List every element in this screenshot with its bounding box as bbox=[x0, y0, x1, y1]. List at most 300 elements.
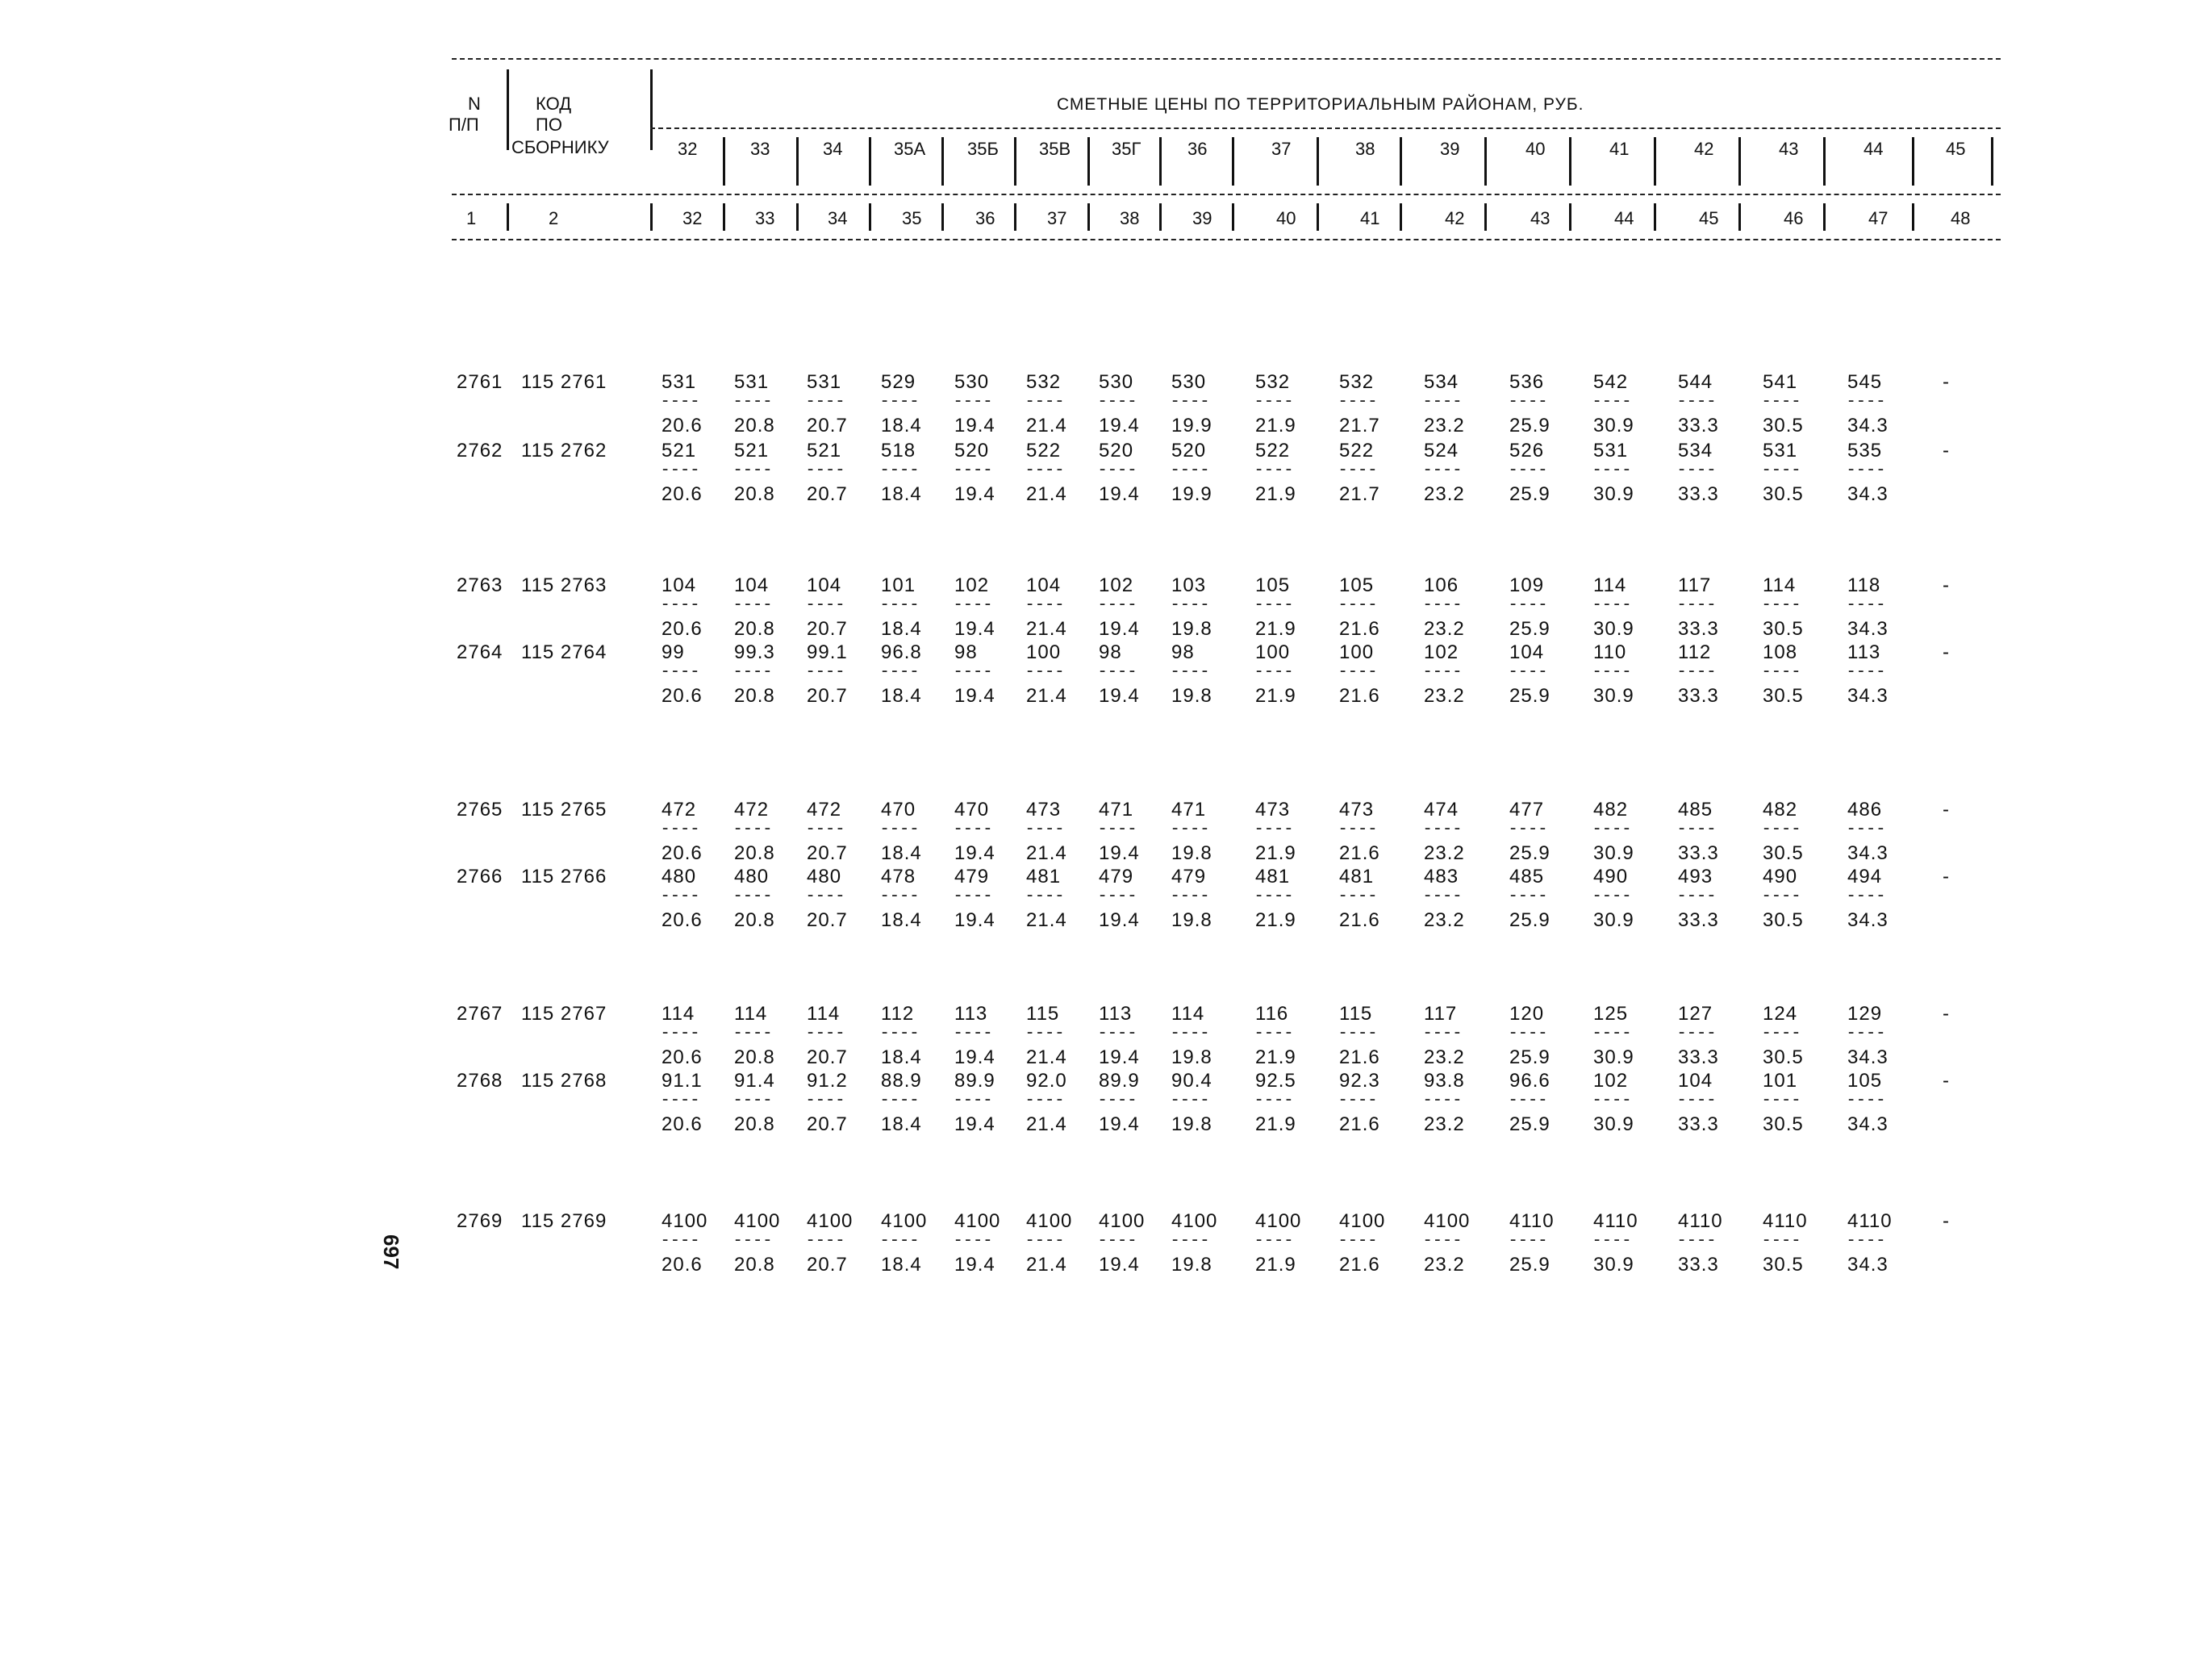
numbering-divider bbox=[1087, 203, 1090, 231]
index-cell: 33.3 bbox=[1678, 1113, 1719, 1135]
index-cell: 34.3 bbox=[1847, 842, 1889, 864]
row-last-cell: - bbox=[1943, 866, 1950, 887]
row-code: 115 2768 bbox=[521, 1070, 607, 1092]
row-last-cell: - bbox=[1943, 371, 1950, 393]
district-divider bbox=[1823, 137, 1826, 186]
fraction-bar: ---- bbox=[660, 1089, 699, 1109]
price-cell: 114 bbox=[734, 1003, 768, 1025]
price-cell: 106 bbox=[1424, 574, 1459, 596]
fraction-bar: ---- bbox=[732, 661, 772, 681]
district-header-cell: 37 bbox=[1271, 139, 1292, 159]
price-cell: 104 bbox=[1678, 1070, 1713, 1092]
price-cell: 89.9 bbox=[954, 1070, 995, 1092]
index-cell: 19.8 bbox=[1171, 1046, 1212, 1068]
index-cell: 21.4 bbox=[1026, 415, 1067, 436]
fraction-bar: ---- bbox=[805, 885, 845, 905]
fraction-bar: ---- bbox=[1170, 818, 1209, 838]
index-cell: 23.2 bbox=[1424, 685, 1465, 707]
index-cell: 21.4 bbox=[1026, 685, 1067, 707]
index-cell: 21.9 bbox=[1255, 483, 1296, 505]
index-cell: 19.4 bbox=[1099, 618, 1140, 640]
fraction-bar: ---- bbox=[1025, 1089, 1064, 1109]
index-cell: 30.5 bbox=[1763, 1046, 1804, 1068]
index-cell: 20.7 bbox=[807, 415, 848, 436]
price-cell: 114 bbox=[1763, 574, 1797, 596]
index-cell: 19.8 bbox=[1171, 685, 1212, 707]
index-cell: 19.9 bbox=[1171, 483, 1212, 505]
fraction-bar: ---- bbox=[1338, 885, 1377, 905]
index-cell: 30.5 bbox=[1763, 909, 1804, 931]
index-cell: 21.9 bbox=[1255, 1046, 1296, 1068]
fraction-bar: ---- bbox=[1254, 1230, 1293, 1250]
index-cell: 30.5 bbox=[1763, 415, 1804, 436]
district-header-cell: 35А bbox=[894, 139, 926, 159]
fraction-bar: ---- bbox=[1676, 459, 1716, 479]
district-header-cell: 43 bbox=[1779, 139, 1799, 159]
index-cell: 21.6 bbox=[1339, 1254, 1380, 1276]
index-cell: 19.4 bbox=[1099, 1046, 1140, 1068]
fraction-bar: ---- bbox=[1761, 1022, 1801, 1042]
price-cell: 480 bbox=[807, 866, 842, 887]
index-cell: 20.8 bbox=[734, 1254, 775, 1276]
fraction-bar: ---- bbox=[1097, 594, 1137, 614]
row-last-cell: - bbox=[1943, 1003, 1950, 1025]
fraction-bar: ---- bbox=[660, 885, 699, 905]
index-cell: 21.4 bbox=[1026, 483, 1067, 505]
district-header-cell: 38 bbox=[1355, 139, 1375, 159]
price-cell: 125 bbox=[1593, 1003, 1629, 1025]
price-cell: 521 bbox=[734, 440, 770, 461]
fraction-bar: ---- bbox=[1846, 1230, 1885, 1250]
index-cell: 20.8 bbox=[734, 685, 775, 707]
price-cell: 532 bbox=[1339, 371, 1375, 393]
fraction-bar: ---- bbox=[1761, 1089, 1801, 1109]
index-cell: 30.5 bbox=[1763, 483, 1804, 505]
district-divider bbox=[1317, 137, 1319, 186]
fraction-bar: ---- bbox=[1254, 390, 1293, 411]
row-code: 115 2769 bbox=[521, 1210, 607, 1232]
index-cell: 19.4 bbox=[1099, 685, 1140, 707]
numbering-cell: 41 bbox=[1360, 208, 1380, 228]
price-cell: 471 bbox=[1099, 799, 1134, 821]
row-number: 2762 bbox=[457, 440, 503, 461]
fraction-bar: ---- bbox=[1761, 594, 1801, 614]
index-cell: 19.9 bbox=[1171, 415, 1212, 436]
header-divider bbox=[650, 69, 653, 150]
index-cell: 30.9 bbox=[1593, 618, 1634, 640]
price-cell: 493 bbox=[1678, 866, 1713, 887]
index-cell: 19.8 bbox=[1171, 618, 1212, 640]
price-cell: 100 bbox=[1255, 641, 1291, 663]
district-divider bbox=[1087, 137, 1090, 186]
index-cell: 19.4 bbox=[1099, 415, 1140, 436]
fraction-bar: ---- bbox=[1170, 661, 1209, 681]
price-cell: 4100 bbox=[1424, 1210, 1471, 1232]
price-cell: 481 bbox=[1339, 866, 1375, 887]
fraction-bar: ---- bbox=[1676, 594, 1716, 614]
price-cell: 103 bbox=[1171, 574, 1207, 596]
fraction-bar: ---- bbox=[660, 594, 699, 614]
index-cell: 20.6 bbox=[662, 842, 703, 864]
price-cell: 114 bbox=[662, 1003, 695, 1025]
price-cell: 108 bbox=[1763, 641, 1798, 663]
price-cell: 101 bbox=[881, 574, 916, 596]
index-cell: 21.9 bbox=[1255, 685, 1296, 707]
district-header-cell: 41 bbox=[1609, 139, 1630, 159]
fraction-bar: ---- bbox=[1097, 1230, 1137, 1250]
fraction-bar: ---- bbox=[1592, 459, 1631, 479]
price-cell: 117 bbox=[1678, 574, 1712, 596]
numbering-divider bbox=[869, 203, 871, 231]
index-cell: 33.3 bbox=[1678, 909, 1719, 931]
price-cell: 110 bbox=[1593, 641, 1627, 663]
fraction-bar: ---- bbox=[1846, 1022, 1885, 1042]
row-last-cell: - bbox=[1943, 440, 1950, 461]
fraction-bar: ---- bbox=[1097, 818, 1137, 838]
fraction-bar: ---- bbox=[1170, 1230, 1209, 1250]
price-cell: 120 bbox=[1509, 1003, 1545, 1025]
fraction-bar: ---- bbox=[732, 885, 772, 905]
price-cell: 99.3 bbox=[734, 641, 775, 663]
fraction-bar: ---- bbox=[1025, 594, 1064, 614]
price-cell: 534 bbox=[1424, 371, 1459, 393]
index-cell: 21.9 bbox=[1255, 618, 1296, 640]
index-cell: 30.9 bbox=[1593, 483, 1634, 505]
row-last-cell: - bbox=[1943, 1210, 1950, 1232]
index-cell: 25.9 bbox=[1509, 909, 1550, 931]
price-cell: 473 bbox=[1026, 799, 1062, 821]
numbering-divider bbox=[1569, 203, 1571, 231]
price-cell: 92.0 bbox=[1026, 1070, 1067, 1092]
numbering-2: 2 bbox=[549, 208, 559, 228]
price-cell: 118 bbox=[1847, 574, 1881, 596]
fraction-bar: ---- bbox=[953, 885, 992, 905]
index-cell: 25.9 bbox=[1509, 1113, 1550, 1135]
fraction-bar: ---- bbox=[1592, 661, 1631, 681]
index-cell: 20.7 bbox=[807, 685, 848, 707]
price-cell: 102 bbox=[1593, 1070, 1629, 1092]
price-cell: 114 bbox=[807, 1003, 841, 1025]
district-divider bbox=[1654, 137, 1656, 186]
district-divider bbox=[941, 137, 944, 186]
index-cell: 21.4 bbox=[1026, 1046, 1067, 1068]
price-cell: 93.8 bbox=[1424, 1070, 1465, 1092]
price-cell: 531 bbox=[662, 371, 697, 393]
col-n-label: N bbox=[468, 94, 481, 114]
price-cell: 530 bbox=[1171, 371, 1207, 393]
price-cell: 522 bbox=[1026, 440, 1062, 461]
price-cell: 129 bbox=[1847, 1003, 1883, 1025]
price-cell: 477 bbox=[1509, 799, 1545, 821]
index-cell: 30.9 bbox=[1593, 1254, 1634, 1276]
price-cell: 471 bbox=[1171, 799, 1207, 821]
price-cell: 114 bbox=[1593, 574, 1627, 596]
price-cell: 99 bbox=[662, 641, 685, 663]
price-cell: 485 bbox=[1678, 799, 1713, 821]
fraction-bar: ---- bbox=[805, 661, 845, 681]
fraction-bar: ---- bbox=[953, 459, 992, 479]
fraction-bar: ---- bbox=[1508, 885, 1547, 905]
index-cell: 34.3 bbox=[1847, 1113, 1889, 1135]
numbering-divider bbox=[1738, 203, 1741, 231]
fraction-bar: ---- bbox=[1254, 661, 1293, 681]
price-cell: 105 bbox=[1847, 1070, 1883, 1092]
fraction-bar: ---- bbox=[1097, 1089, 1137, 1109]
numbering-cell: 43 bbox=[1530, 208, 1550, 228]
price-cell: 117 bbox=[1424, 1003, 1458, 1025]
fraction-bar: ---- bbox=[1508, 594, 1547, 614]
index-cell: 34.3 bbox=[1847, 1046, 1889, 1068]
fraction-bar: ---- bbox=[1846, 390, 1885, 411]
price-cell: 4100 bbox=[881, 1210, 928, 1232]
index-cell: 21.6 bbox=[1339, 1113, 1380, 1135]
fraction-bar: ---- bbox=[1592, 818, 1631, 838]
fraction-bar: ---- bbox=[1422, 594, 1462, 614]
district-divider bbox=[796, 137, 799, 186]
fraction-bar: ---- bbox=[1097, 459, 1137, 479]
price-cell: 4100 bbox=[1026, 1210, 1073, 1232]
numbering-divider bbox=[941, 203, 944, 231]
fraction-bar: ---- bbox=[1422, 390, 1462, 411]
index-cell: 23.2 bbox=[1424, 1113, 1465, 1135]
index-cell: 20.7 bbox=[807, 1046, 848, 1068]
price-cell: 4110 bbox=[1847, 1210, 1893, 1232]
fraction-bar: ---- bbox=[1846, 818, 1885, 838]
fraction-bar: ---- bbox=[1846, 1089, 1885, 1109]
index-cell: 20.7 bbox=[807, 618, 848, 640]
fraction-bar: ---- bbox=[732, 390, 772, 411]
row-number: 2765 bbox=[457, 799, 503, 821]
fraction-bar: ---- bbox=[1846, 661, 1885, 681]
index-cell: 19.4 bbox=[1099, 1254, 1140, 1276]
numbering-divider bbox=[1654, 203, 1656, 231]
price-cell: 113 bbox=[1847, 641, 1881, 663]
price-cell: 105 bbox=[1339, 574, 1375, 596]
numbering-cell: 46 bbox=[1784, 208, 1804, 228]
index-cell: 20.8 bbox=[734, 415, 775, 436]
index-cell: 19.4 bbox=[1099, 909, 1140, 931]
fraction-bar: ---- bbox=[1422, 661, 1462, 681]
price-cell: 531 bbox=[807, 371, 842, 393]
numbering-cell: 34 bbox=[828, 208, 848, 228]
index-cell: 30.5 bbox=[1763, 1254, 1804, 1276]
index-cell: 33.3 bbox=[1678, 1046, 1719, 1068]
col-code-label-3: СБОРНИКУ bbox=[511, 137, 609, 157]
price-cell: 100 bbox=[1026, 641, 1062, 663]
index-cell: 34.3 bbox=[1847, 483, 1889, 505]
fraction-bar: ---- bbox=[879, 390, 919, 411]
index-cell: 21.9 bbox=[1255, 1254, 1296, 1276]
district-header-cell: 45 bbox=[1946, 139, 1966, 159]
price-cell: 532 bbox=[1026, 371, 1062, 393]
district-divider bbox=[1484, 137, 1487, 186]
price-cell: 480 bbox=[734, 866, 770, 887]
index-cell: 19.8 bbox=[1171, 1254, 1212, 1276]
fraction-bar: ---- bbox=[1025, 459, 1064, 479]
district-header-cell: 33 bbox=[750, 139, 770, 159]
index-cell: 21.9 bbox=[1255, 842, 1296, 864]
price-cell: 536 bbox=[1509, 371, 1545, 393]
district-header-cell: 39 bbox=[1440, 139, 1460, 159]
price-cell: 109 bbox=[1509, 574, 1545, 596]
index-cell: 25.9 bbox=[1509, 842, 1550, 864]
district-divider bbox=[723, 137, 725, 186]
fraction-bar: ---- bbox=[1508, 1022, 1547, 1042]
index-cell: 30.9 bbox=[1593, 909, 1634, 931]
index-cell: 20.8 bbox=[734, 1046, 775, 1068]
fraction-bar: ---- bbox=[1097, 661, 1137, 681]
index-cell: 18.4 bbox=[881, 685, 922, 707]
col-code-label-2: ПО bbox=[536, 115, 562, 135]
fraction-bar: ---- bbox=[805, 459, 845, 479]
fraction-bar: ---- bbox=[1508, 459, 1547, 479]
fraction-bar: ---- bbox=[1761, 818, 1801, 838]
price-cell: 102 bbox=[1424, 641, 1459, 663]
row-code: 115 2761 bbox=[521, 371, 607, 393]
fraction-bar: ---- bbox=[1761, 885, 1801, 905]
fraction-bar: ---- bbox=[732, 459, 772, 479]
price-cell: 90.4 bbox=[1171, 1070, 1212, 1092]
fraction-bar: ---- bbox=[1422, 459, 1462, 479]
fraction-bar: ---- bbox=[1422, 1022, 1462, 1042]
index-cell: 19.4 bbox=[954, 842, 995, 864]
fraction-bar: ---- bbox=[1508, 818, 1547, 838]
row-number: 2761 bbox=[457, 371, 503, 393]
numbering-divider bbox=[1014, 203, 1016, 231]
index-cell: 33.3 bbox=[1678, 842, 1719, 864]
fraction-bar: ---- bbox=[879, 1230, 919, 1250]
price-cell: 473 bbox=[1255, 799, 1291, 821]
numbering-cell: 40 bbox=[1276, 208, 1296, 228]
index-cell: 23.2 bbox=[1424, 1046, 1465, 1068]
index-cell: 19.4 bbox=[1099, 842, 1140, 864]
price-cell: 481 bbox=[1255, 866, 1291, 887]
index-cell: 33.3 bbox=[1678, 415, 1719, 436]
fraction-bar: ---- bbox=[1254, 818, 1293, 838]
price-cell: 544 bbox=[1678, 371, 1713, 393]
index-cell: 21.4 bbox=[1026, 1254, 1067, 1276]
fraction-bar: ---- bbox=[953, 1230, 992, 1250]
index-cell: 18.4 bbox=[881, 1113, 922, 1135]
numbering-cell: 45 bbox=[1699, 208, 1719, 228]
header-divider bbox=[507, 69, 509, 150]
header-bottom-rule bbox=[452, 239, 2001, 240]
index-cell: 18.4 bbox=[881, 415, 922, 436]
index-cell: 30.9 bbox=[1593, 685, 1634, 707]
index-cell: 21.4 bbox=[1026, 1113, 1067, 1135]
price-cell: 92.5 bbox=[1255, 1070, 1296, 1092]
price-cell: 102 bbox=[1099, 574, 1134, 596]
fraction-bar: ---- bbox=[1592, 885, 1631, 905]
fraction-bar: ---- bbox=[1025, 818, 1064, 838]
price-cell: 91.1 bbox=[662, 1070, 703, 1092]
fraction-bar: ---- bbox=[1592, 390, 1631, 411]
price-cell: 98 bbox=[1099, 641, 1122, 663]
fraction-bar: ---- bbox=[1254, 1022, 1293, 1042]
price-cell: 481 bbox=[1026, 866, 1062, 887]
row-code: 115 2762 bbox=[521, 440, 607, 461]
index-cell: 20.8 bbox=[734, 1113, 775, 1135]
fraction-bar: ---- bbox=[660, 1230, 699, 1250]
numbering-cell: 37 bbox=[1047, 208, 1067, 228]
index-cell: 19.4 bbox=[954, 1113, 995, 1135]
price-cell: 4110 bbox=[1593, 1210, 1638, 1232]
price-cell: 478 bbox=[881, 866, 916, 887]
header-mid-rule bbox=[452, 194, 2001, 195]
index-cell: 20.7 bbox=[807, 483, 848, 505]
fraction-bar: ---- bbox=[1676, 1022, 1716, 1042]
price-cell: 494 bbox=[1847, 866, 1883, 887]
index-cell: 25.9 bbox=[1509, 1046, 1550, 1068]
fraction-bar: ---- bbox=[879, 661, 919, 681]
index-cell: 20.7 bbox=[807, 1254, 848, 1276]
price-cell: 531 bbox=[1593, 440, 1629, 461]
price-cell: 521 bbox=[807, 440, 842, 461]
fraction-bar: ---- bbox=[805, 390, 845, 411]
fraction-bar: ---- bbox=[805, 818, 845, 838]
fraction-bar: ---- bbox=[879, 885, 919, 905]
numbering-divider bbox=[1159, 203, 1162, 231]
index-cell: 18.4 bbox=[881, 842, 922, 864]
index-cell: 19.4 bbox=[954, 1046, 995, 1068]
index-cell: 33.3 bbox=[1678, 1254, 1719, 1276]
price-cell: 490 bbox=[1763, 866, 1798, 887]
fraction-bar: ---- bbox=[1592, 594, 1631, 614]
fraction-bar: ---- bbox=[1508, 1089, 1547, 1109]
price-cell: 522 bbox=[1339, 440, 1375, 461]
fraction-bar: ---- bbox=[1338, 390, 1377, 411]
numbering-divider bbox=[1484, 203, 1487, 231]
fraction-bar: ---- bbox=[953, 818, 992, 838]
fraction-bar: ---- bbox=[732, 594, 772, 614]
fraction-bar: ---- bbox=[1592, 1089, 1631, 1109]
fraction-bar: ---- bbox=[1422, 1089, 1462, 1109]
row-code: 115 2765 bbox=[521, 799, 607, 821]
fraction-bar: ---- bbox=[805, 594, 845, 614]
price-cell: 522 bbox=[1255, 440, 1291, 461]
price-cell: 520 bbox=[954, 440, 990, 461]
row-number: 2763 bbox=[457, 574, 503, 596]
row-number: 2769 bbox=[457, 1210, 503, 1232]
fraction-bar: ---- bbox=[1338, 459, 1377, 479]
price-cell: 482 bbox=[1593, 799, 1629, 821]
district-divider bbox=[1738, 137, 1741, 186]
fraction-bar: ---- bbox=[660, 459, 699, 479]
fraction-bar: ---- bbox=[1676, 818, 1716, 838]
numbering-cell: 44 bbox=[1614, 208, 1634, 228]
price-cell: 113 bbox=[1099, 1003, 1133, 1025]
numbering-cell: 38 bbox=[1120, 208, 1140, 228]
numbering-divider bbox=[1400, 203, 1402, 231]
numbering-divider bbox=[1823, 203, 1826, 231]
index-cell: 23.2 bbox=[1424, 618, 1465, 640]
index-cell: 19.4 bbox=[954, 415, 995, 436]
index-cell: 21.4 bbox=[1026, 909, 1067, 931]
price-cell: 4100 bbox=[1339, 1210, 1386, 1232]
fraction-bar: ---- bbox=[879, 594, 919, 614]
district-divider bbox=[1014, 137, 1016, 186]
index-cell: 34.3 bbox=[1847, 415, 1889, 436]
fraction-bar: ---- bbox=[660, 390, 699, 411]
fraction-bar: ---- bbox=[1025, 885, 1064, 905]
district-divider bbox=[1232, 137, 1234, 186]
price-cell: 472 bbox=[734, 799, 770, 821]
fraction-bar: ---- bbox=[1025, 661, 1064, 681]
numbering-1: 1 bbox=[466, 208, 477, 228]
row-last-cell: - bbox=[1943, 641, 1950, 663]
index-cell: 19.4 bbox=[1099, 1113, 1140, 1135]
price-cell: 4110 bbox=[1509, 1210, 1555, 1232]
